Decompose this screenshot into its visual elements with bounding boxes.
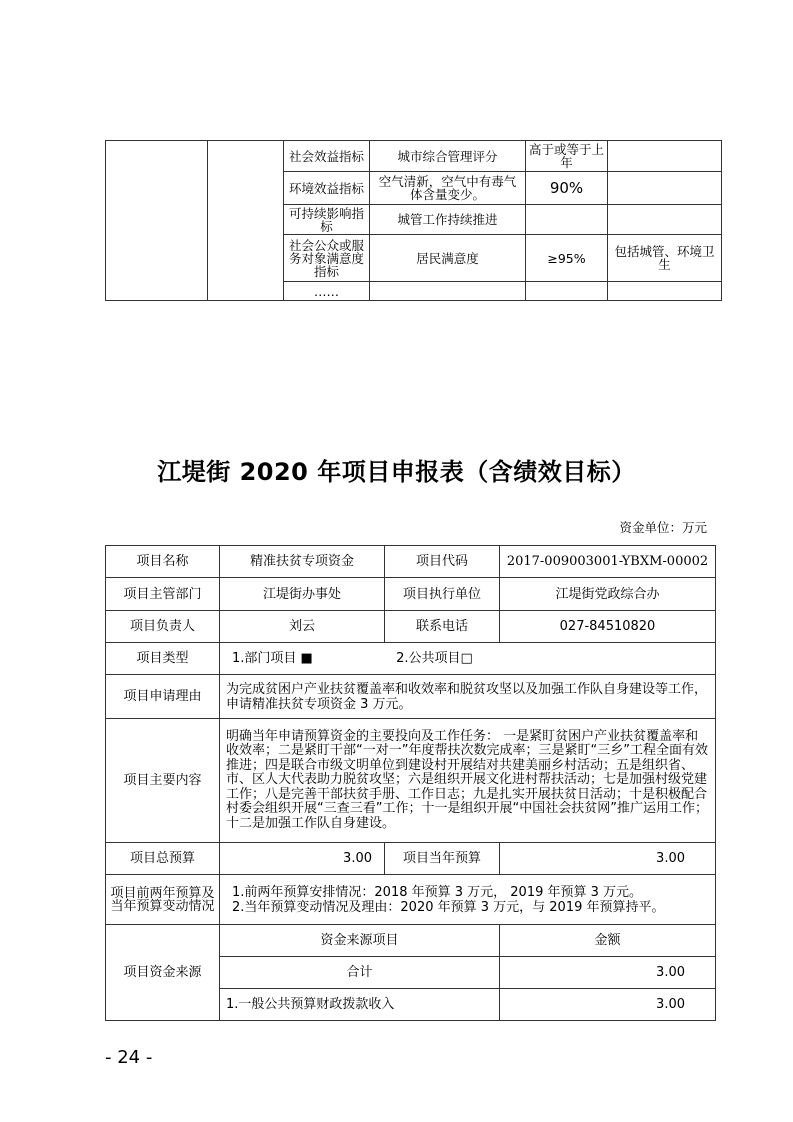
- year-budget: 3.00: [500, 843, 716, 875]
- note-cell: [608, 172, 722, 205]
- label-cell: 项目前两年预算及当年预算变动情况: [106, 875, 220, 925]
- sum-amount: 3.00: [500, 957, 716, 989]
- total-budget: 3.00: [220, 843, 385, 875]
- label-cell: 项目类型: [106, 643, 220, 675]
- main-content: 明确当年申请预算资金的主要投向及工作任务： 一是紧盯贫困户产业扶贫覆盖率和收效率；二是紧盯干部“一对一”年度帮扶次数完成率；三是紧盯“三乡”工程全面有效推进；四是联合市级文明单位到建设村开展结对共建美丽乡村活动；五是组织省、市、区人大代表助力脱贫攻坚；六是组织开展文化进村帮扶活动；七是加强村级党建工作；八是完善干部扶贫手册、工作日志；九是扎实开展扶贫日活动；十是积极配合村委会组织开展“三查三看”工作；十一是组织开展“中国社会扶贫网”推广运用工作；十二是加强工作队自身建设。: [220, 719, 716, 843]
- content-cell: [370, 282, 526, 301]
- label-cell: 项目总预算: [106, 843, 220, 875]
- amount-header: 金额: [500, 925, 716, 957]
- label-cell: 项目当年预算: [385, 843, 500, 875]
- table-row: [106, 611, 716, 643]
- note-cell: 包括城管、环境卫生: [608, 235, 722, 282]
- content-cell: 城管工作持续推进: [370, 205, 526, 235]
- indicator-cell: 可持续影响指标: [284, 205, 370, 235]
- source-header: 资金来源项目: [220, 925, 500, 957]
- budget-change: [220, 875, 716, 925]
- currency-unit: 资金单位：万元: [619, 520, 707, 535]
- table-row: [106, 875, 716, 925]
- department: 江堤街办事处: [220, 578, 385, 611]
- application-reason: 为完成贫困户产业扶贫覆盖率和收效率和脱贫攻坚以及加强工作队自身建设等工作，申请精准扶贫专项资金 3 万元。: [220, 675, 716, 719]
- table-row: [106, 578, 716, 611]
- project-name: 精准扶贫专项资金: [220, 546, 385, 578]
- project-owner: 刘云: [220, 611, 385, 643]
- sum-label: 合计: [220, 957, 500, 989]
- target-cell: 高于或等于上年: [526, 141, 608, 172]
- table-row: [106, 141, 722, 172]
- label-cell: 项目负责人: [106, 611, 220, 643]
- project-type: [220, 643, 716, 675]
- label-cell: 项目代码: [385, 546, 500, 578]
- source-item: 1.一般公共预算财政拨款收入: [220, 989, 500, 1021]
- target-cell: [526, 282, 608, 301]
- indicator-cell: ……: [284, 282, 370, 301]
- content-cell: 居民满意度: [370, 235, 526, 282]
- type-option-department: 1.部门项目 ■: [232, 651, 313, 666]
- table-row: [106, 643, 716, 675]
- label-cell: 项目名称: [106, 546, 220, 578]
- note-cell: [608, 282, 722, 301]
- type-option-public: 2.公共项目□: [396, 651, 473, 666]
- label-cell: 项目资金来源: [106, 925, 220, 1021]
- project-code: 2017-009003001-YBXM-00002: [500, 546, 716, 578]
- table-row: [106, 546, 716, 578]
- label-cell: 项目执行单位: [385, 578, 500, 611]
- target-cell: [526, 205, 608, 235]
- table-row: [106, 925, 716, 957]
- page-title: 江堤街 2020 年项目申报表（含绩效目标）: [157, 458, 636, 486]
- label-cell: 联系电话: [385, 611, 500, 643]
- target-cell: 90%: [526, 172, 608, 205]
- table-row: [106, 843, 716, 875]
- performance-indicator-table: [105, 140, 722, 301]
- indicator-cell: 环境效益指标: [284, 172, 370, 205]
- content-cell: 空气清新，空气中有毒气体含量变少。: [370, 172, 526, 205]
- indicator-cell: 社会公众或服务对象满意度指标: [284, 235, 370, 282]
- budget-change-line: 2.当年预算变动情况及理由：2020 年预算 3 万元，与 2019 年预算持平。: [232, 899, 665, 915]
- executing-unit: 江堤街党政综合办: [500, 578, 716, 611]
- phone: 027-84510820: [500, 611, 716, 643]
- label-cell: 项目主管部门: [106, 578, 220, 611]
- indicator-cell: 社会效益指标: [284, 141, 370, 172]
- table-row: [106, 719, 716, 843]
- label-cell: 项目申请理由: [106, 675, 220, 719]
- target-cell: ≥95%: [526, 235, 608, 282]
- source-item-amount: 3.00: [500, 989, 716, 1021]
- project-application-table: [105, 545, 716, 1021]
- content-cell: 城市综合管理评分: [370, 141, 526, 172]
- page-number: - 24 -: [105, 1047, 153, 1068]
- blank-cell: [208, 141, 284, 301]
- note-cell: [608, 141, 722, 172]
- label-cell: 项目主要内容: [106, 719, 220, 843]
- budget-change-line: 1.前两年预算安排情况：2018 年预算 3 万元， 2019 年预算 3 万元。: [232, 884, 643, 900]
- blank-cell: [106, 141, 208, 301]
- note-cell: [608, 205, 722, 235]
- table-row: [106, 675, 716, 719]
